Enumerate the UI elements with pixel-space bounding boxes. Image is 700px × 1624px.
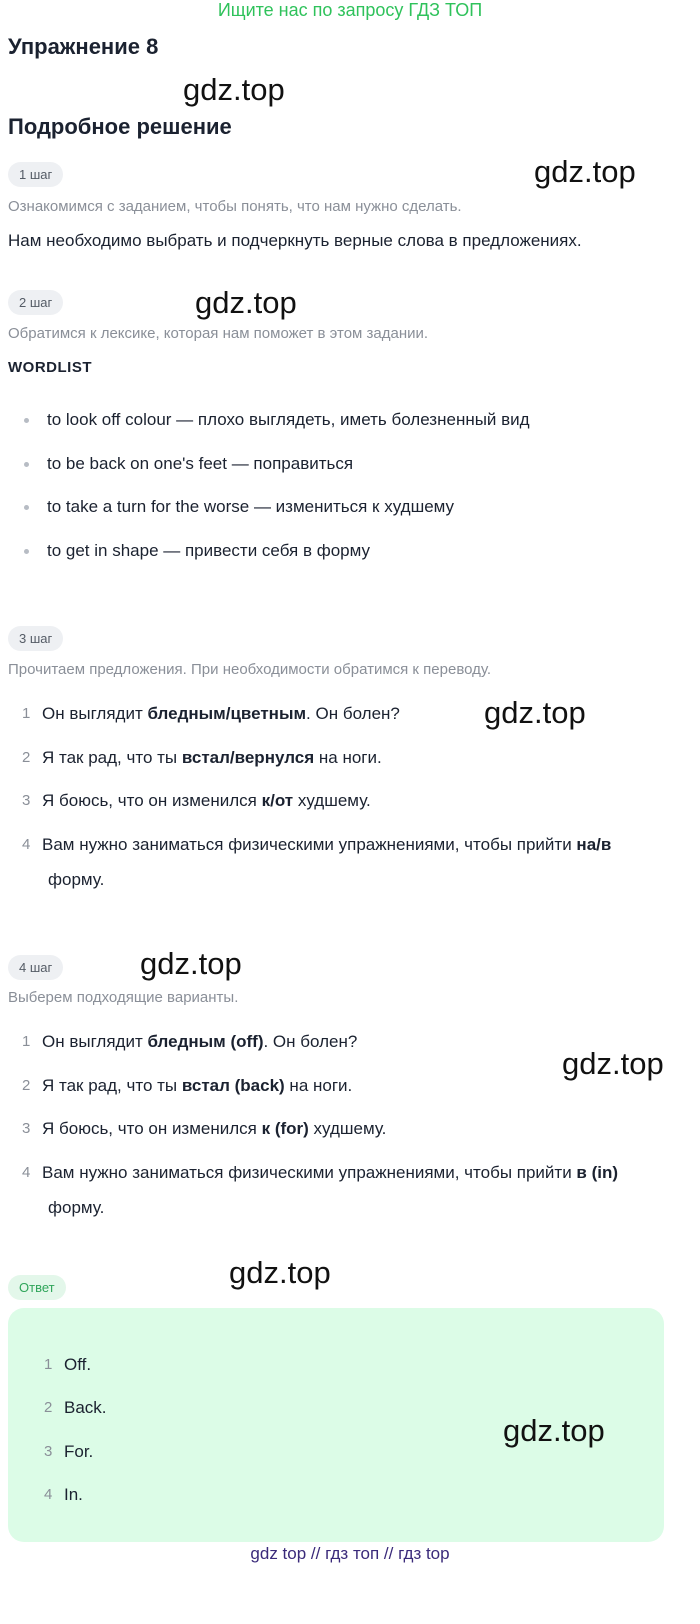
sentence-options: встал/вернулся [181, 748, 315, 767]
row-number: 3 [22, 1120, 31, 1137]
watermark: gdz.top [183, 72, 285, 107]
bullet-icon [24, 505, 29, 510]
step-badge-2: 2 шаг [8, 290, 63, 315]
sentence-options: бледным/цветным [147, 704, 307, 723]
sentence-continuation: форму. [48, 870, 105, 889]
answer-item [44, 1355, 91, 1375]
step-hint-2: Обратимся к лексике, которая нам поможет в этом задании. [8, 325, 429, 342]
answer-text: In. [64, 1485, 83, 1504]
step-hint-3: Прочитаем предложения. При необходимости обратимся к переводу. [8, 661, 492, 678]
row-number: 1 [22, 705, 31, 722]
list-item-text: to take a turn for the worse — измениться к худшему [47, 497, 455, 516]
row-number: 3 [22, 792, 31, 809]
row-number: 1 [44, 1356, 53, 1373]
sentence-row [22, 1163, 618, 1183]
sentence-text: . Он болен? [263, 1032, 358, 1051]
wordlist-title: WORDLIST [8, 359, 92, 376]
row-number: 2 [22, 749, 31, 766]
sentence-text: на ноги. [314, 748, 382, 767]
bullet-icon [24, 549, 29, 554]
watermark: gdz.top [229, 1255, 331, 1290]
search-banner[interactable]: Ищите нас по запросу ГДЗ ТОП [217, 0, 483, 20]
bullet-icon [24, 462, 29, 467]
sentence-answer: в (in) [576, 1163, 619, 1182]
watermark: gdz.top [503, 1413, 605, 1448]
step-hint-4: Выберем подходящие варианты. [8, 989, 239, 1006]
sentence-text: худшему. [293, 791, 371, 810]
list-item [24, 541, 370, 561]
row-number: 4 [22, 836, 31, 853]
watermark: gdz.top [534, 154, 636, 189]
sentence-text: Вам нужно заниматься физическими упражнениями, чтобы прийти [42, 835, 577, 854]
step-badge-1: 1 шаг [8, 162, 63, 187]
sentence-answer: бледным (off) [147, 1032, 264, 1051]
watermark: gdz.top [484, 695, 586, 730]
sentence-text: Я так рад, что ты [42, 1076, 182, 1095]
watermark: gdz.top [140, 946, 242, 981]
sentence-answer: встал (back) [181, 1076, 285, 1095]
row-number: 3 [44, 1443, 53, 1460]
sentence-answer: к (for) [261, 1119, 309, 1138]
row-number: 4 [44, 1486, 53, 1503]
list-item-text: to be back on one's feet — поправиться [47, 454, 354, 473]
sentence-row [22, 791, 371, 811]
section-title: Подробное решение [8, 114, 232, 139]
answer-text: For. [64, 1442, 94, 1461]
sentence-row [22, 835, 611, 855]
sentence-text: Я боюсь, что он изменился [42, 791, 262, 810]
list-item [24, 454, 353, 474]
row-number: 2 [44, 1399, 53, 1416]
answer-badge: Ответ [8, 1275, 66, 1300]
answer-text: Off. [64, 1355, 92, 1374]
watermark: gdz.top [562, 1046, 664, 1081]
list-item-text: to look off colour — плохо выглядеть, иметь болезненный вид [47, 410, 530, 429]
answer-item [44, 1485, 83, 1505]
sentence-row [22, 1076, 352, 1096]
footer-links[interactable]: gdz top // гдз топ // гдз top [250, 1544, 450, 1563]
answer-item [44, 1398, 107, 1418]
row-number: 4 [22, 1164, 31, 1181]
step-badge-4: 4 шаг [8, 955, 63, 980]
sentence-text: Я так рад, что ты [42, 748, 182, 767]
sentence-text: Вам нужно заниматься физическими упражнениями, чтобы прийти [42, 1163, 577, 1182]
page-title: Упражнение 8 [8, 34, 159, 59]
sentence-text: на ноги. [284, 1076, 353, 1095]
step-hint-1: Ознакомимся с заданием, чтобы понять, что нам нужно сделать. [8, 198, 462, 215]
sentence-text: Он выглядит [42, 704, 148, 723]
sentence-options: на/в [576, 835, 612, 854]
row-number: 2 [22, 1077, 31, 1094]
list-item-text: to get in shape — привести себя в форму [47, 541, 371, 560]
sentence-text: Я боюсь, что он изменился [42, 1119, 262, 1138]
sentence-row [22, 1119, 386, 1139]
list-item [24, 410, 530, 430]
sentence-row [22, 748, 382, 768]
sentence-row [22, 704, 400, 724]
sentence-text: худшему. [308, 1119, 387, 1138]
sentence-continuation: форму. [48, 1198, 105, 1217]
step-badge-3: 3 шаг [8, 626, 63, 651]
watermark: gdz.top [195, 285, 297, 320]
sentence-text: . Он болен? [306, 704, 400, 723]
answer-text: Back. [64, 1398, 107, 1417]
sentence-row [22, 1032, 357, 1052]
bullet-icon [24, 418, 29, 423]
row-number: 1 [22, 1033, 31, 1050]
sentence-options: к/от [261, 791, 294, 810]
list-item [24, 497, 454, 517]
sentence-text: Он выглядит [42, 1032, 148, 1051]
answer-item [44, 1442, 93, 1462]
step-text-1: Нам необходимо выбрать и подчеркнуть верные слова в предложениях. [8, 231, 582, 250]
